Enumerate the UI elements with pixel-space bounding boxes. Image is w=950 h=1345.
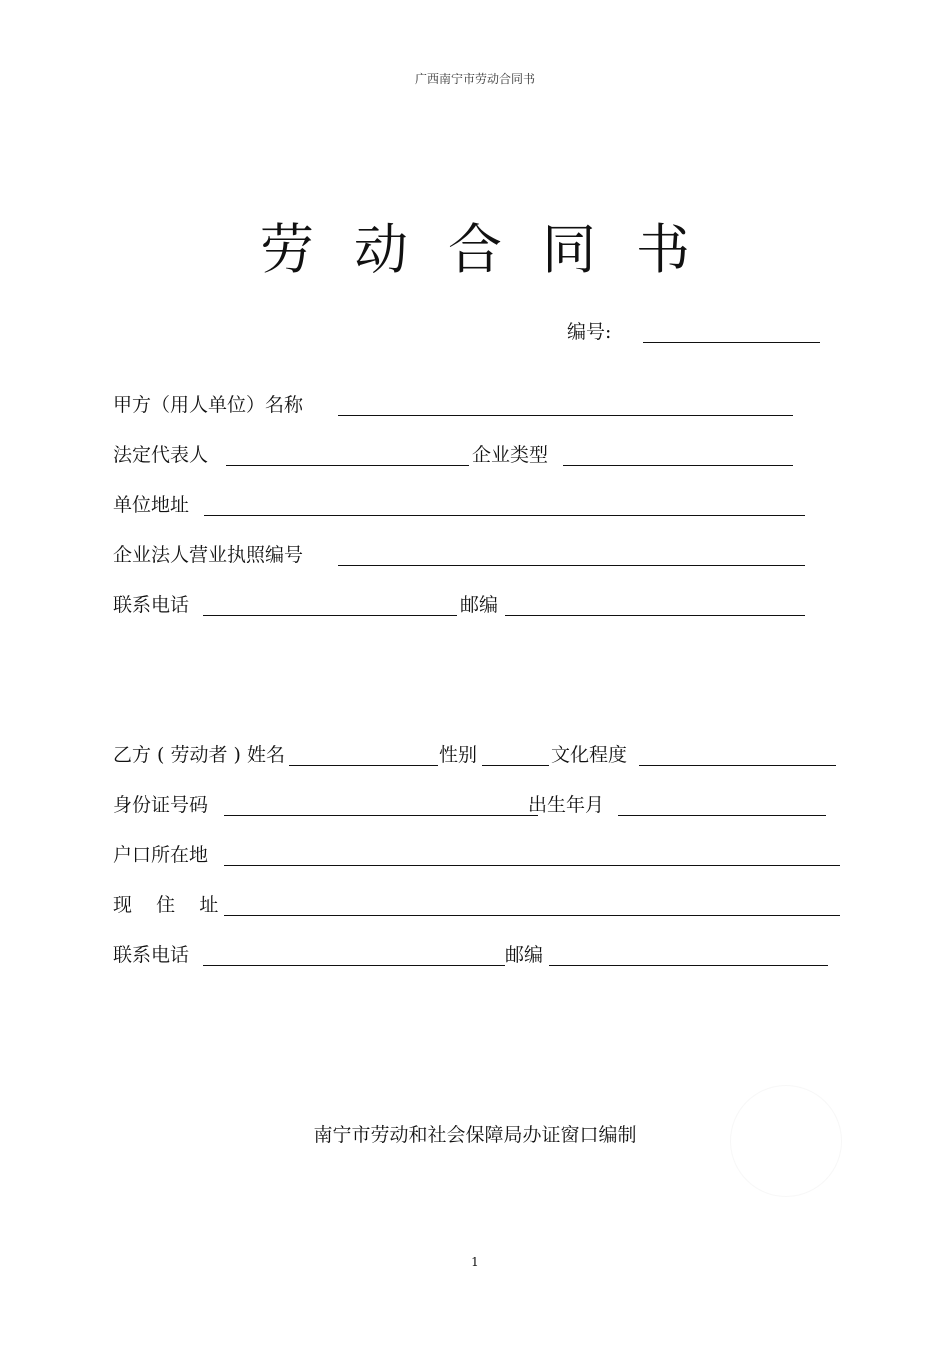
party-a-name-field[interactable]	[338, 415, 793, 416]
party-b-address-field[interactable]	[224, 915, 840, 916]
party-a-name-label: 甲方（用人单位）名称	[113, 394, 304, 416]
contract-no-label: 编号:	[567, 321, 612, 343]
party-b-birth-label: 出生年月	[528, 794, 605, 816]
page-number: 1	[471, 1255, 479, 1269]
running-header: 广西南宁市劳动合同书	[414, 72, 535, 86]
party-a-license-label: 企业法人营业执照编号	[113, 544, 304, 566]
party-a-license-field[interactable]	[338, 565, 805, 566]
party-a-type-field[interactable]	[563, 465, 793, 466]
party-a-address-label: 单位地址	[113, 494, 190, 516]
party-b-phone-label: 联系电话	[113, 944, 190, 966]
party-b-id-label: 身份证号码	[113, 794, 209, 816]
party-b-hukou-label: 户口所在地	[113, 844, 209, 866]
party-a-type-label: 企业类型	[472, 444, 549, 466]
party-b-birth-field[interactable]	[618, 815, 826, 816]
document-title: 劳动合同书	[260, 218, 730, 281]
party-b-id-field[interactable]	[224, 815, 538, 816]
party-b-name-field[interactable]	[289, 765, 438, 766]
party-a-zip-field[interactable]	[505, 615, 805, 616]
party-b-education-field[interactable]	[639, 765, 836, 766]
party-b-education-label: 文化程度	[551, 744, 628, 766]
party-a-zip-label: 邮编	[460, 594, 499, 616]
party-b-address-label: 现 住 址	[113, 894, 219, 916]
party-a-phone-label: 联系电话	[113, 594, 190, 616]
party-b-zip-field[interactable]	[549, 965, 828, 966]
party-b-hukou-field[interactable]	[224, 865, 840, 866]
party-b-zip-label: 邮编	[505, 944, 544, 966]
party-b-gender-label: 性别	[439, 744, 478, 766]
party-b-phone-field[interactable]	[203, 965, 505, 966]
party-a-address-field[interactable]	[204, 515, 805, 516]
issuer-footer: 南宁市劳动和社会保障局办证窗口编制	[313, 1124, 637, 1146]
party-b-gender-field[interactable]	[482, 765, 549, 766]
party-a-phone-field[interactable]	[203, 615, 457, 616]
contract-no-field[interactable]	[643, 342, 820, 343]
party-b-name-label: 乙方 ( 劳动者 ) 姓名	[113, 744, 285, 766]
party-a-rep-field[interactable]	[226, 465, 469, 466]
faint-seal-mark	[708, 1063, 864, 1219]
party-a-rep-label: 法定代表人	[113, 444, 209, 466]
